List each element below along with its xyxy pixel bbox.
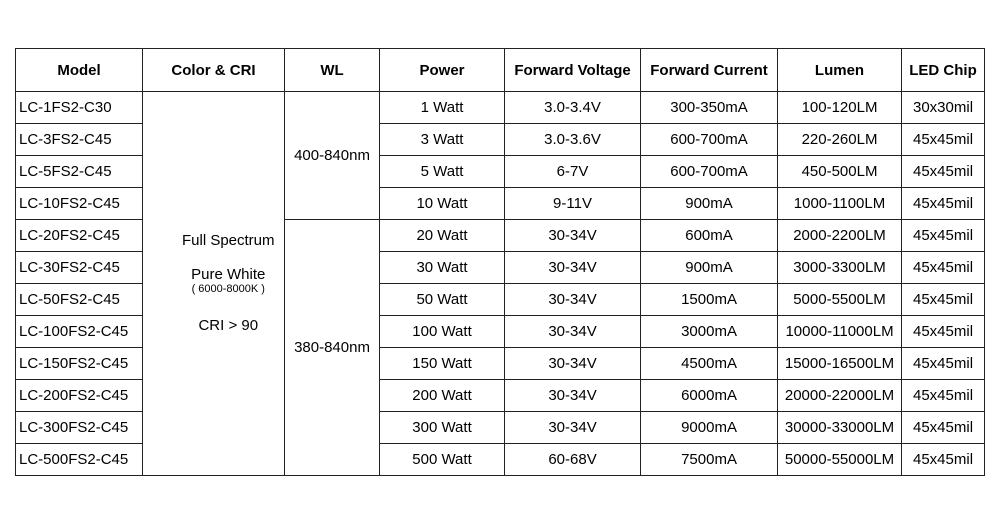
color-cri-cell bbox=[173, 92, 285, 476]
current-cell: 300-350mA bbox=[641, 92, 778, 124]
header-color-cri: Color & CRI bbox=[143, 49, 285, 92]
voltage-cell: 6-7V bbox=[505, 156, 641, 188]
model-cell: LC-200FS2-C45 bbox=[16, 380, 143, 412]
power-cell: 500 Watt bbox=[380, 444, 505, 476]
voltage-cell: 30-34V bbox=[505, 380, 641, 412]
power-cell: 10 Watt bbox=[380, 188, 505, 220]
table-row bbox=[16, 92, 985, 124]
voltage-cell: 30-34V bbox=[505, 284, 641, 316]
color-cri-spacer bbox=[143, 92, 173, 476]
lumen-cell: 2000-2200LM bbox=[778, 220, 902, 252]
chip-cell: 30x30mil bbox=[902, 92, 985, 124]
power-cell: 1 Watt bbox=[380, 92, 505, 124]
power-cell: 5 Watt bbox=[380, 156, 505, 188]
model-cell: LC-3FS2-C45 bbox=[16, 124, 143, 156]
header-power: Power bbox=[380, 49, 505, 92]
model-cell: LC-20FS2-C45 bbox=[16, 220, 143, 252]
chip-cell: 45x45mil bbox=[902, 252, 985, 284]
lumen-cell: 50000-55000LM bbox=[778, 444, 902, 476]
model-cell: LC-300FS2-C45 bbox=[16, 412, 143, 444]
header-model: Model bbox=[16, 49, 143, 92]
current-cell: 3000mA bbox=[641, 316, 778, 348]
voltage-cell: 3.0-3.6V bbox=[505, 124, 641, 156]
lumen-cell: 100-120LM bbox=[778, 92, 902, 124]
current-cell: 600-700mA bbox=[641, 156, 778, 188]
lumen-cell: 220-260LM bbox=[778, 124, 902, 156]
model-cell: LC-500FS2-C45 bbox=[16, 444, 143, 476]
power-cell: 150 Watt bbox=[380, 348, 505, 380]
current-cell: 6000mA bbox=[641, 380, 778, 412]
led-spec-table bbox=[15, 48, 985, 476]
lumen-cell: 20000-22000LM bbox=[778, 380, 902, 412]
chip-cell: 45x45mil bbox=[902, 188, 985, 220]
header-forward-current: Forward Current bbox=[641, 49, 778, 92]
color-cri-full-spectrum: Full Spectrum bbox=[181, 232, 275, 250]
chip-cell: 45x45mil bbox=[902, 284, 985, 316]
chip-cell: 45x45mil bbox=[902, 316, 985, 348]
chip-cell: 45x45mil bbox=[902, 444, 985, 476]
voltage-cell: 30-34V bbox=[505, 316, 641, 348]
chip-cell: 45x45mil bbox=[902, 348, 985, 380]
lumen-cell: 15000-16500LM bbox=[778, 348, 902, 380]
current-cell: 600-700mA bbox=[641, 124, 778, 156]
power-cell: 300 Watt bbox=[380, 412, 505, 444]
voltage-cell: 30-34V bbox=[505, 348, 641, 380]
model-cell: LC-100FS2-C45 bbox=[16, 316, 143, 348]
model-cell: LC-1FS2-C30 bbox=[16, 92, 143, 124]
color-cri-pure-white: Pure White bbox=[191, 265, 266, 283]
header-row bbox=[16, 49, 985, 92]
voltage-cell: 30-34V bbox=[505, 220, 641, 252]
model-cell: LC-30FS2-C45 bbox=[16, 252, 143, 284]
lumen-cell: 3000-3300LM bbox=[778, 252, 902, 284]
wl-cell-group-2: 380-840nm bbox=[285, 220, 380, 476]
current-cell: 900mA bbox=[641, 252, 778, 284]
lumen-cell: 450-500LM bbox=[778, 156, 902, 188]
color-cri-temperature: ( 6000-8000K ) bbox=[191, 282, 265, 295]
model-cell: LC-150FS2-C45 bbox=[16, 348, 143, 380]
current-cell: 900mA bbox=[641, 188, 778, 220]
wl-cell-group-1: 400-840nm bbox=[285, 92, 380, 220]
voltage-cell: 30-34V bbox=[505, 252, 641, 284]
voltage-cell: 30-34V bbox=[505, 412, 641, 444]
power-cell: 100 Watt bbox=[380, 316, 505, 348]
model-cell: LC-5FS2-C45 bbox=[16, 156, 143, 188]
voltage-cell: 9-11V bbox=[505, 188, 641, 220]
header-forward-voltage: Forward Voltage bbox=[505, 49, 641, 92]
model-cell: LC-50FS2-C45 bbox=[16, 284, 143, 316]
power-cell: 3 Watt bbox=[380, 124, 505, 156]
header-lumen: Lumen bbox=[778, 49, 902, 92]
chip-cell: 45x45mil bbox=[902, 156, 985, 188]
header-led-chip: LED Chip bbox=[902, 49, 985, 92]
voltage-cell: 3.0-3.4V bbox=[505, 92, 641, 124]
chip-cell: 45x45mil bbox=[902, 220, 985, 252]
current-cell: 7500mA bbox=[641, 444, 778, 476]
header-wl: WL bbox=[285, 49, 380, 92]
lumen-cell: 10000-11000LM bbox=[778, 316, 902, 348]
chip-cell: 45x45mil bbox=[902, 124, 985, 156]
lumen-cell: 30000-33000LM bbox=[778, 412, 902, 444]
power-cell: 200 Watt bbox=[380, 380, 505, 412]
spec-table-wrapper bbox=[15, 48, 985, 476]
chip-cell: 45x45mil bbox=[902, 380, 985, 412]
current-cell: 600mA bbox=[641, 220, 778, 252]
power-cell: 50 Watt bbox=[380, 284, 505, 316]
lumen-cell: 5000-5500LM bbox=[778, 284, 902, 316]
power-cell: 20 Watt bbox=[380, 220, 505, 252]
voltage-cell: 60-68V bbox=[505, 444, 641, 476]
current-cell: 1500mA bbox=[641, 284, 778, 316]
current-cell: 4500mA bbox=[641, 348, 778, 380]
lumen-cell: 1000-1100LM bbox=[778, 188, 902, 220]
current-cell: 9000mA bbox=[641, 412, 778, 444]
power-cell: 30 Watt bbox=[380, 252, 505, 284]
color-cri-index: CRI > 90 bbox=[198, 317, 259, 335]
chip-cell: 45x45mil bbox=[902, 412, 985, 444]
model-cell: LC-10FS2-C45 bbox=[16, 188, 143, 220]
